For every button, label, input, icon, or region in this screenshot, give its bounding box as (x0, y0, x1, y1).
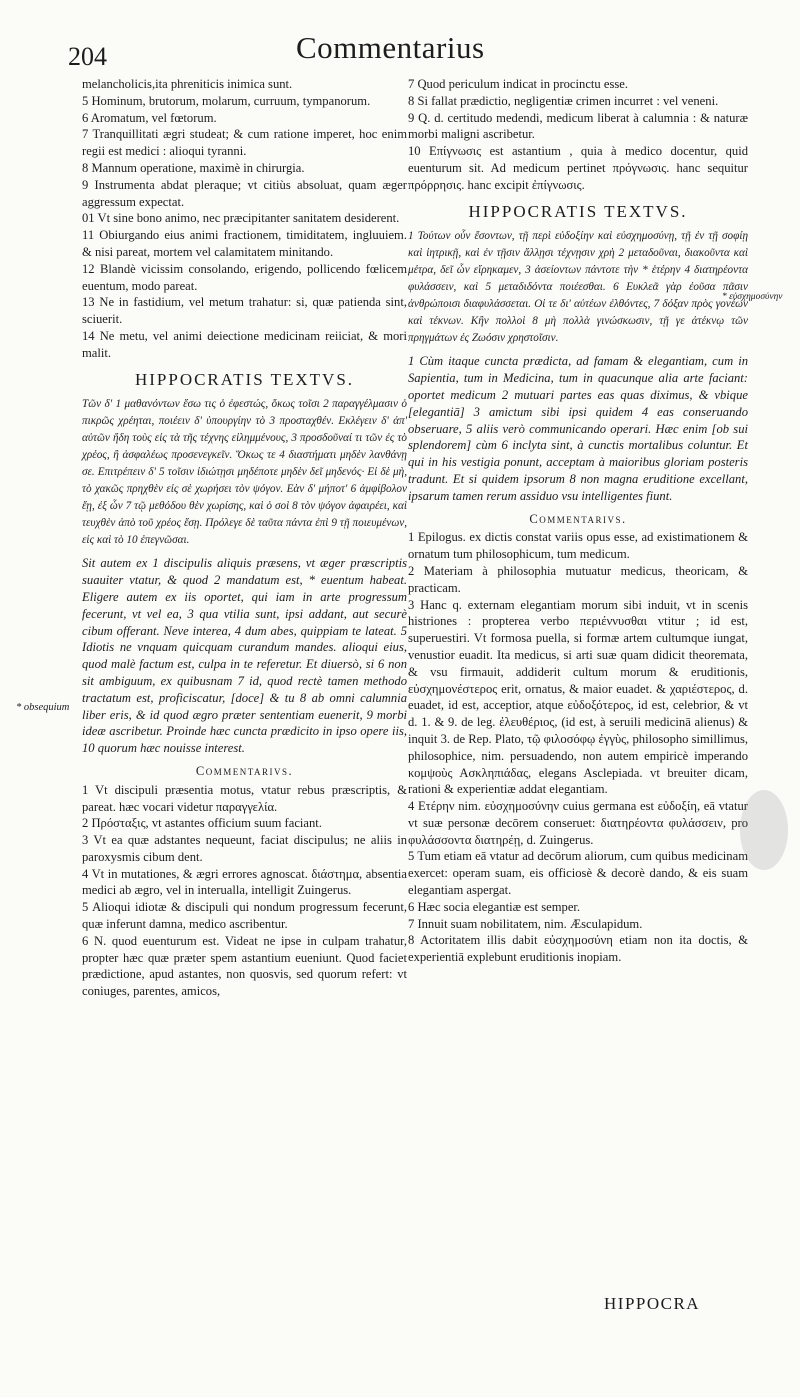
right-column (408, 76, 748, 966)
list-item: 9 Q. d. certitudo medendi, medicum liberat à calumnia : & naturæ morbi maligni ascribetur. (408, 110, 748, 142)
commentary-item: 5 Tum etiam eā vtatur ad decōrum aliorum, cum quibus medicinam exercet: operam suam, eis officiosè & decorè dando, & eis suam elegantiam aspergat. (408, 849, 748, 898)
list-item: melancholicis,ita phreniticis inimica sunt. (82, 77, 293, 91)
commentary-item: 5 Alioqui idiotæ & discipuli qui nondum progressum fecerunt, quæ inferunt damna, medico ascribentur. (82, 900, 407, 932)
list-item: 5 Hominum, brutorum, molarum, curruum, tympanorum. (82, 93, 371, 108)
commentary-item: 4 Vt in mutationes, & ægri errores agnoscat. διάστημα, absentia medici ab ægro, vel in interualla, intelligit Zuingerus. (82, 866, 407, 898)
commentary-item: 1 Vt discipuli præsentia motus, vtatur rebus præscriptis, & pareat. hæc vocari videtur παραγγελία. (82, 782, 407, 814)
commentary-item: 3 Vt ea quæ adstantes nequeunt, faciat discipulus; ne aliis in paroxysmis cibum dent. (82, 833, 407, 864)
list-item: 9 Instrumenta abdat pleraque; vt citiùs absoluat, quam æger aggressum expectat. (82, 177, 407, 209)
list-item: 12 Blandè vicissim consolando, erigendo, pollicendo fœlicem euentum, modo pareat. (82, 261, 407, 293)
margin-note-right: * εὐσχημοσύνην (722, 292, 783, 302)
list-item: 8 Si fallat prædictio, negligentiæ crimen incurret : vel veneni. (408, 93, 719, 108)
commentary-item: 1 Epilogus. ex dictis constat variis opus esse, ad existimationem & ornatum tum philosophicum, tum medicum. (408, 530, 748, 562)
catchword: HIPPOCRA (604, 1294, 701, 1313)
commentary-heading: Commentarivs. (529, 511, 627, 526)
list-item: 7 Tranquillitati ægri studeat; & cum ratione imperet, hoc enim regii est medici : alioqui tyranni. (82, 127, 407, 159)
list-item: 6 Aromatum, vel fœtorum. (82, 110, 217, 125)
list-item: 7 Quod periculum indicat in procinctu esse. (408, 77, 628, 91)
margin-note-left: * obsequium (16, 702, 70, 713)
latin-translation: Sit autem ex 1 discipulis aliquis præsens, vt æger præscriptis suauiter vtatur, & quod 2 mandatum est, * euentum habeat. Eligere autem ex iis oportet, qui iam in arte progressum fecerunt, vt vel ea, 3 qua vtilia sunt, ipsi addant, aut securè cibum offerant. Neve interea, 4 dum abes, quippiam te lateat. 5 Idiotis ne vnquam quicquam curandum mandes. alioqui eius, quod malè factum est, culpa in te referetur. Et diuersò, si 6 non sit ambiguum, ex quibusnam 7 id, quod rectè tamen methodo tractatum est, proficiscatur, [doce] & tu 8 ab omni calumnia liber eris, & id quod ægro præter sententiam euenerit, 9 morbi ideæ ascribetur. Proinde hæc cuncta prædicito in ipso opere iis, 10 quorum hæc nouisse interest. (82, 556, 407, 756)
section-heading: HIPPOCRATIS TEXTVS. (468, 201, 688, 221)
list-item: 13 Ne in fastidium, vel metum trahatur: si, quæ patienda sint, sciuerit. (82, 295, 407, 327)
commentary-item: 2 Materiam à philosophia mutuatur medicus, theoricam, & practicam. (408, 563, 748, 595)
latin-translation: 1 Cùm itaque cuncta prædicta, ad famam & elegantiam, cum in Sapientia, tum in Medicina, tum in quacunque alia arte faciant: oportet medicum 2 mutuari partes eas quas diximus, & vbique [elegantiā] 3 amictum sibi ipsi quidem 4 eas conseruando obseruare, 5 aliis verò communicando operari. Hæc enim [ob sui splendorem] cùm 6 inclyta sint, à cunctis mortalibus coluntur. Et qui in his vestigia ponunt, acceptam à maioribus gloriam posteris tradunt. Et si quidem ipsorum 8 non magna eruditione excellant, ipsarum tamen rerum assiduo vsu intelligentes fiunt. (408, 354, 748, 503)
list-item: 14 Ne metu, vel animi deiectione medicinam reiiciat, & mori malit. (82, 328, 407, 360)
commentary-item: 6 Hæc socia elegantiæ est semper. (408, 899, 581, 914)
section-heading: HIPPOCRATIS TEXTVS. (134, 369, 355, 389)
left-column (82, 76, 407, 1000)
commentary-heading: Commentarivs. (195, 763, 294, 778)
commentary-item: 3 Hanc q. externam elegantiam morum sibi induit, vt in scenis histriones : propterea verbo περιέννυσθαι vtitur ; id est, superuestiri. Vt formosa puella, si formæ artem cultumque iungat, venustior euadit. Ita medicus, si arti suæ quam didicit theoremata, & vsu firmauit, addiderit cultum morum & eruditionis, εὐσχημονέστερος erit, ornatus, & maior euadet. & χαριέστερος, d. euadet, id est, acceptior, atque εὐδοξότερος, id est, celebrior, & vt d. 1. & 9. de leg. ἐλευθέριος, (id est, à seruili medicinā alienus) & inquit 3. de Rep. Plato, τῷ φιλοσόφῳ ἐγγὺς, philosopho simillimus, philosophice, nim. persuadendo, non autem empiricè imperando κομψοὺς Ασκληπιάδας, elegans Asclepiada. vt breuiter dicam, rationi & experientiæ addat elegantiam. (408, 597, 748, 797)
page-number: 204 (68, 42, 107, 71)
commentary-item: 6 N. quod euenturum est. Videat ne ipse in culpam trahatur, propter hæc quæ præter spem astantium eueniunt. Quod faciet prædictione, apud astantes, non quosvis, sed quorum refert: vt coniuges, parentes, amicos, (82, 933, 407, 999)
running-head: Commentarius (296, 30, 485, 65)
paper-stain (740, 790, 788, 870)
greek-text: Τῶν δ' 1 μαθανόντων ἔσω τις ὁ ἐφεστώς, ὅκως τοῖσι 2 παραγγέλμασιν ὁ πικρῶς χρέηται, ποιέειν δ' ὑπουργίην τὸ 3 προσταχθέν. Εκλέγειν δ' ἀπ' αὐτῶν ἤδη τοὺς εἰς τὰ τῆς τέχνης εἰλημμένους, 3 προσδοῦναί τι τῶν ἐς τὸ χρέος, ἢ ἀσφαλέως προσενεγκεῖν. Ὅκως τε 4 διαστήματι μηδὲν λανθάνῃ σε. Επιτρέπειν δ' 5 τοῖσιν ἰδιώτῃσι μηδέποτε μηδὲν δεῖ μηδενός· Εἰ δὲ μὴ, τὸ χακῶς πρηχθὲν εἰς σὲ χωρήσει τὸν ψόγον. Εὰν δ' μήποτ' 6 ἀμφίβολον ἔῃ, ἐξ ὧν 7 τῷ μεθόδου θὲν χωρίσης, καὶ ὁ σοὶ 8 τὸν ψόγον ἀφαιρέει, καὶ τευχθὲν ἀπὸ τοῦ χρέος ἔσῃ. Πρόλεγε δὲ ταῦτα πάντα ἐπὶ 9 τῇ ποιευμένων, εἰς καὶ τὸ 10 ἐπεγνῶσαι. (82, 398, 407, 547)
commentary-item: 8 Actoritatem illis dabit εὐσχημοσύνη etiam non ita doctis, & experientiā explebunt eruditionis inopiam. (408, 933, 748, 965)
greek-text: 1 Τούτων οὖν ἔσοντων, τῇ περὶ εὐδοξίην καὶ εὐσχημοσύνῃ, τῇ ἐν τῇ σοφίῃ καὶ ἰητρικῇ, καὶ ἐν τῇσιν ἄλλῃσι τέχνῃσιν χρὴ 2 μεταδοῦναι, διακοῦντα καὶ μέτρα, δεῖ ὧν εἴρηκαμεν, 3 ἀσείοντων πάντοτε τὴν * ἑτέρην 4 διατηρέοντα φυλάσσειν, καὶ 5 μεταδιδόντα ποιέεσθαι. 6 Ευκλεᾶ γὰρ ἐοῦσα πᾶσιν ἀνθρώποισι διαφυλάσσεται. Οἱ τε δι' αὐτέων ἐλθόντες, 7 δόξαν πρὸς γονέων καὶ τέκνων. Κἢν πολλοὶ 8 μὴ πολλὰ γινώσκωσιν, τῇ γε ἀτέκνῳ τῶν πρηγμάτων ἐς Ζωόσιν χρηστοῖσιν. (408, 230, 748, 345)
list-item: 11 Obiurgando eius animi fractionem, timiditatem, ingluuiem. & nisi pareat, mortem vel calamitatem minitando. (82, 228, 407, 259)
list-item: 01 Vt sine bono animo, nec præcipitanter sanitatem desiderent. (82, 211, 400, 226)
commentary-item: 7 Innuit suam nobilitatem, nim. Æsculapidum. (408, 916, 643, 931)
commentary-item: 2 Πρόσταξις, vt astantes officium suum faciant. (82, 816, 322, 831)
commentary-item: 4 Ετέρην nim. εὐσχημοσύνην cuius germana est εὐδοξίη, eā vtatur vt suæ personæ decōrem conseruet: διατηρέοντα φυλάσσειν, pro φυλάσσοντα διατηρέῃ, d. Zuingerus. (408, 799, 748, 847)
list-item: 8 Mannum operatione, maximè in chirurgia. (82, 160, 305, 175)
list-item: 10 Επίγνωσις est astantium , quia à medico docentur, quid euenturum sit. Ad medicum pertinet πρόγνωσις. hanc sequitur πρόρρησις. hanc excipit ἐπίγνωσις. (408, 144, 748, 192)
